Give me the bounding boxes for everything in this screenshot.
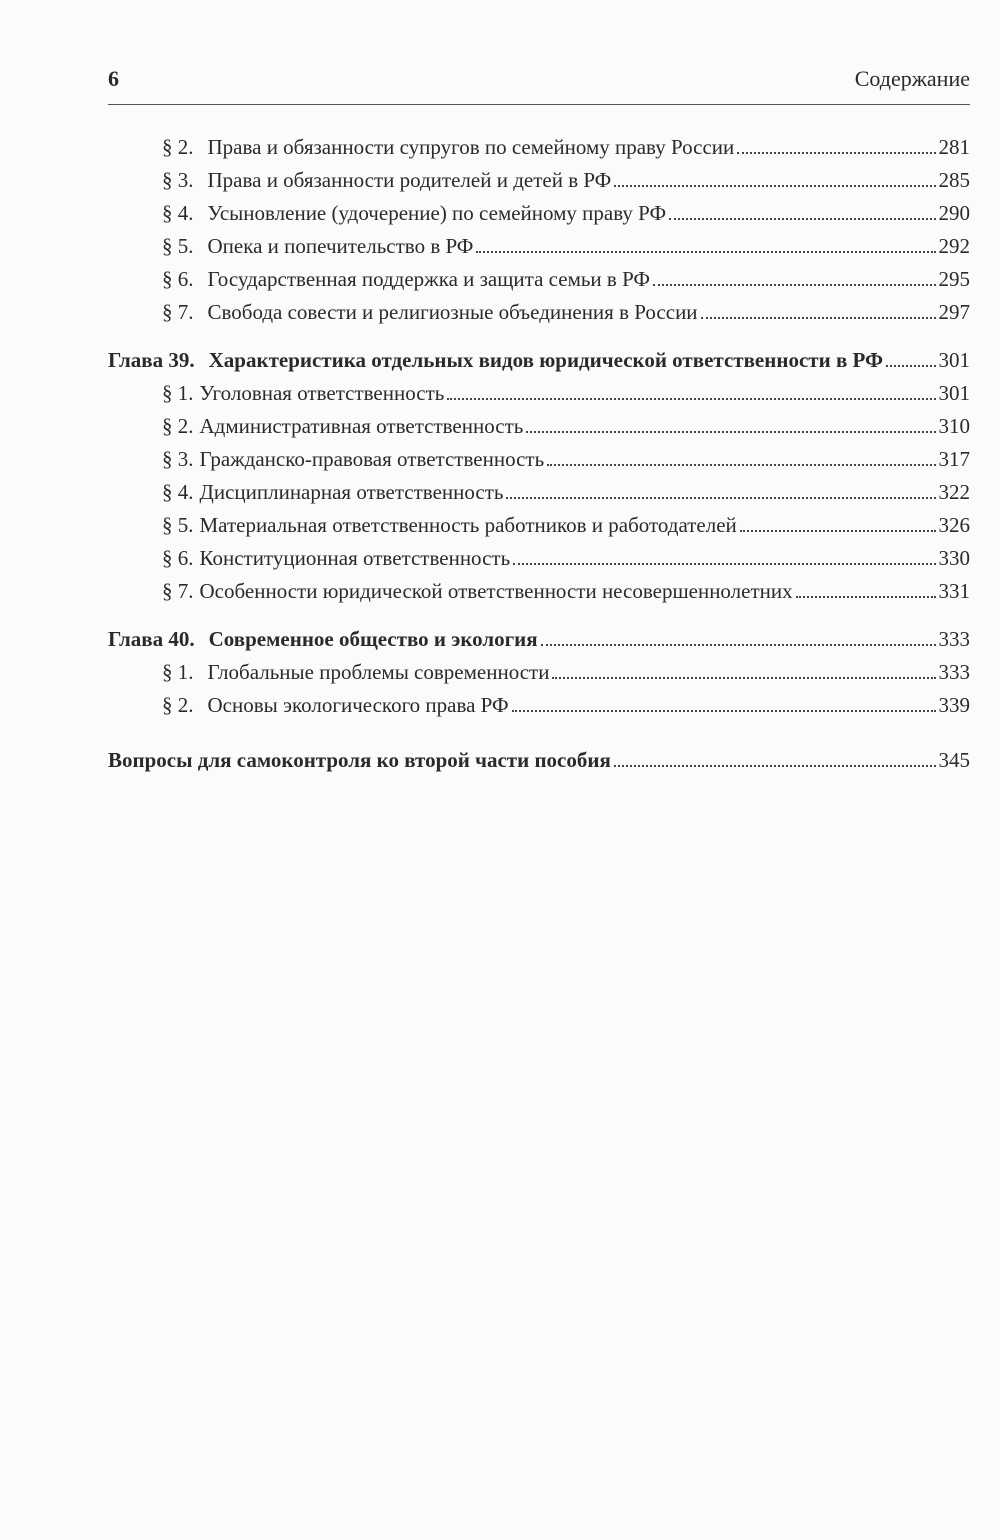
header-rule [108,104,970,105]
chapter-mark: Глава 39. [108,348,195,372]
page-ref: 310 [938,414,970,438]
toc-entry[interactable] [108,296,970,329]
chapter-mark: Глава 40. [108,627,195,651]
dot-leader [526,431,935,433]
dot-leader [740,530,936,532]
page-ref: 322 [938,480,970,504]
page-ref: 331 [938,579,970,603]
section-mark: § 5. [162,234,194,258]
section-title: Особенности юридической ответственности несовершеннолетних [199,579,793,603]
section-title: Административная ответственность [199,414,524,438]
dot-leader [512,710,936,712]
section-title: Уголовная ответственность [199,381,445,405]
section-mark: § 7. [162,579,194,603]
page-number: 6 [108,66,119,91]
dot-leader [541,644,936,646]
toc-chapter[interactable] [108,344,970,377]
section-mark: § 3. [162,168,194,192]
page-ref: 333 [938,660,970,684]
dot-leader [547,464,935,466]
dot-leader [669,218,935,220]
dot-leader [552,677,935,679]
toc-entry[interactable] [108,476,970,509]
section-mark: § 4. [162,201,194,225]
toc-entry[interactable] [108,197,970,230]
running-title: Содержание [854,66,970,91]
page-ref: 301 [938,348,970,372]
page-ref: 292 [938,234,970,258]
dot-leader [476,251,935,253]
toc-questions[interactable] [108,744,970,777]
page-ref: 281 [938,135,970,159]
toc-entry[interactable] [108,509,970,542]
section-mark: § 6. [162,267,194,291]
toc-entry[interactable] [108,164,970,197]
toc-entry[interactable] [108,656,970,689]
page-ref: 285 [938,168,970,192]
section-title: Права и обязанности супругов по семейному праву России [207,135,735,159]
section-title: Материальная ответственность работников и работодателей [199,513,737,537]
page-ref: 333 [938,627,970,651]
section-mark: § 1. [162,381,194,405]
section-title: Усыновление (удочерение) по семейному праву РФ [207,201,667,225]
dot-leader [653,284,936,286]
dot-leader [886,365,935,367]
page-ref: 290 [938,201,970,225]
page-ref: 339 [938,693,970,717]
page-ref: 297 [938,300,970,324]
table-of-contents [108,131,970,777]
dot-leader [796,596,936,598]
toc-entry[interactable] [108,410,970,443]
toc-entry[interactable] [108,131,970,164]
toc-entry[interactable] [108,230,970,263]
section-mark: § 7. [162,300,194,324]
section-mark: § 1. [162,660,194,684]
section-title: Гражданско-правовая ответственность [199,447,545,471]
section-mark: § 2. [162,135,194,159]
toc-entry[interactable] [108,542,970,575]
questions-title: Вопросы для самоконтроля ко второй части пособия [108,748,611,772]
dot-leader [513,563,935,565]
toc-entry[interactable] [108,689,970,722]
chapter-title: Характеристика отдельных видов юридической ответственности в РФ [208,348,884,372]
section-title: Свобода совести и религиозные объединения в России [207,300,698,324]
section-mark: § 2. [162,693,194,717]
section-title: Опека и попечительство в РФ [207,234,474,258]
toc-entry[interactable] [108,377,970,410]
section-mark: § 5. [162,513,194,537]
section-mark: § 4. [162,480,194,504]
section-mark: § 6. [162,546,194,570]
dot-leader [737,152,935,154]
dot-leader [506,497,935,499]
dot-leader [614,185,935,187]
page-ref: 330 [938,546,970,570]
dot-leader [701,317,936,319]
page-ref: 345 [938,748,970,772]
toc-chapter[interactable] [108,623,970,656]
section-mark: § 2. [162,414,194,438]
page-ref: 317 [938,447,970,471]
section-title: Основы экологического права РФ [207,693,509,717]
page-header [108,66,970,100]
section-mark: § 3. [162,447,194,471]
page-ref: 295 [938,267,970,291]
section-title: Дисциплинарная ответственность [199,480,504,504]
toc-entry[interactable] [108,263,970,296]
section-title: Конституционная ответственность [199,546,511,570]
dot-leader [447,398,935,400]
chapter-title: Современное общество и экология [208,627,538,651]
section-title: Права и обязанности родителей и детей в РФ [207,168,612,192]
section-title: Глобальные проблемы современности [207,660,550,684]
toc-entry[interactable] [108,575,970,608]
page-ref: 326 [938,513,970,537]
dot-leader [614,765,936,767]
page-ref: 301 [938,381,970,405]
section-title: Государственная поддержка и защита семьи в РФ [207,267,650,291]
toc-entry[interactable] [108,443,970,476]
